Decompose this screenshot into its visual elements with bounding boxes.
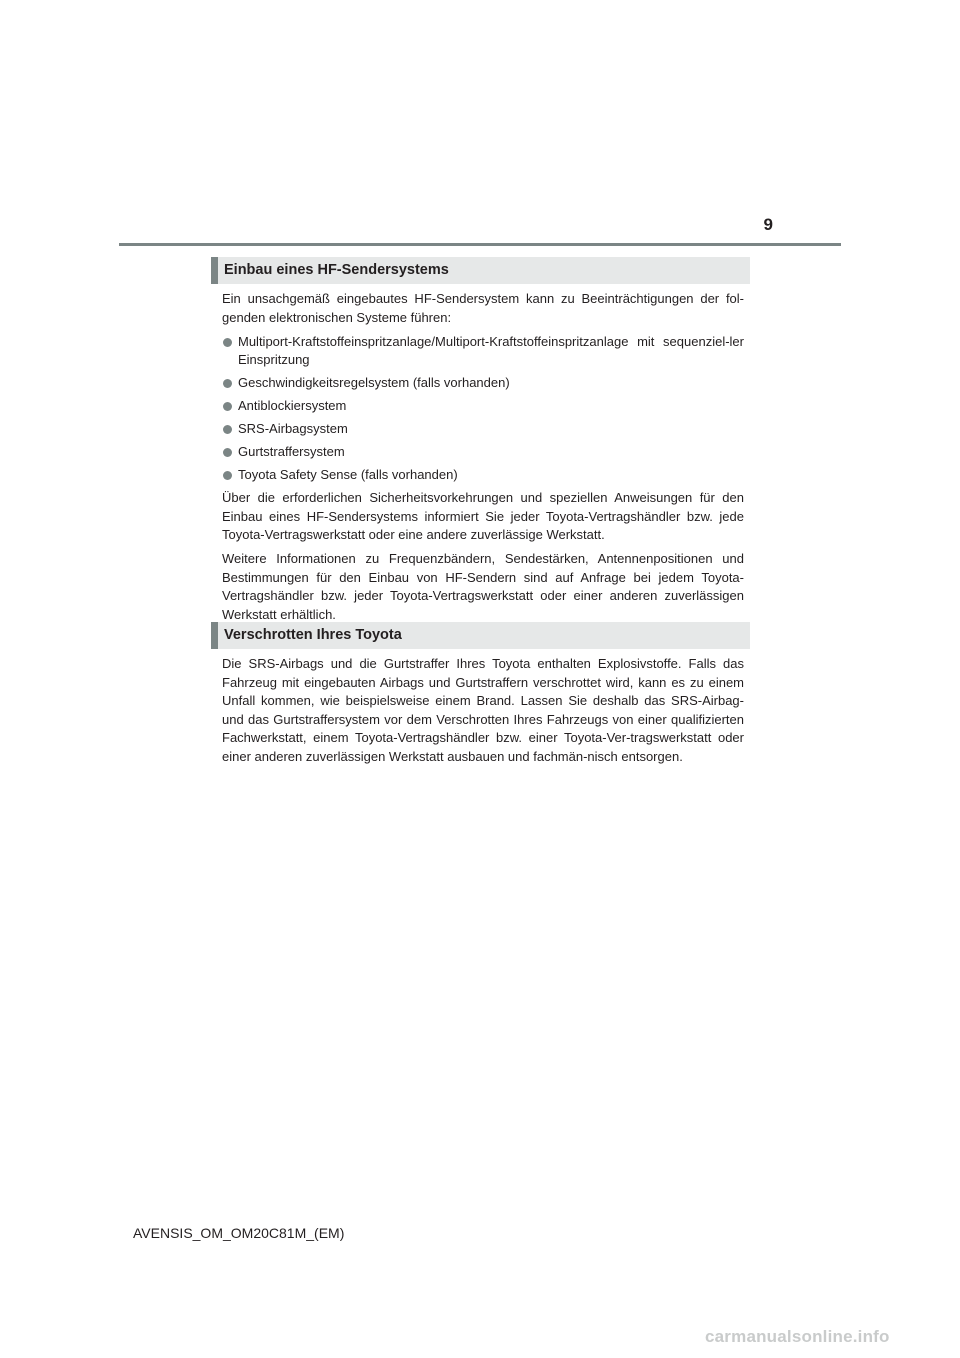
document-code: AVENSIS_OM_OM20C81M_(EM)	[133, 1225, 345, 1241]
section-heading-scrapping	[211, 622, 750, 649]
bullet-icon	[223, 448, 232, 457]
section-title: Einbau eines HF-Sendersystems	[224, 262, 449, 278]
bullet-icon	[223, 425, 232, 434]
body-paragraph: Über die erforderlichen Sicherheitsvorkehrungen und speziellen Anweisungen für den Einbau eines HF-Sendersystems informiert Sie jeder Toyota-Vertragshändler bzw. jede Toyota-Vertragswerkstatt oder eine andere zuverlässige Werkstatt.	[222, 490, 744, 542]
list-item-text: SRS-Airbagsystem	[238, 421, 348, 436]
list-item-text: Toyota Safety Sense (falls vorhanden)	[238, 467, 458, 482]
list-item-text: Multiport-Kraftstoffeinspritzanlage/Multiport-Kraftstoffeinspritzanlage mit sequenziel-ler Einspritzung	[238, 333, 744, 367]
watermark: carmanualsonline.info	[705, 1327, 890, 1346]
section-body-scrapping	[222, 655, 744, 772]
list-item-text: Geschwindigkeitsregelsystem (falls vorhanden)	[238, 375, 510, 390]
section-body-hf-transmitter	[222, 290, 744, 630]
list-item	[222, 397, 744, 416]
list-item	[222, 466, 744, 485]
list-item	[222, 374, 744, 393]
bullet-icon	[223, 471, 232, 480]
header-rule	[119, 243, 841, 246]
list-item	[222, 420, 744, 439]
list-item	[222, 443, 744, 462]
bullet-icon	[223, 379, 232, 388]
list-item-text: Antiblockiersystem	[238, 398, 347, 413]
heading-accent-bar	[211, 622, 218, 649]
body-paragraph: Die SRS-Airbags und die Gurtstraffer Ihres Toyota enthalten Explosivstoffe. Falls das Fahrzeug mit eingebauten Airbags und Gurtstraffern verschrottet wird, kann es zu einem Unfall kommen, wie beispielsweise einem Brand. Lassen Sie deshalb das SRS-Airbag- und das Gurtstraffersystem vor dem Verschrotten Ihres Fahrzeugs von einer qualifizierten Fachwerkstatt, einem Toyota-Vertragshändler bzw. einer Toyota-Ver-tragswerkstatt oder einer anderen zuverlässigen Werkstatt ausbauen und fachmän-nisch entsorgen.	[222, 656, 744, 764]
section-title: Verschrotten Ihres Toyota	[224, 627, 402, 643]
bullet-icon	[223, 402, 232, 411]
section-heading-hf-transmitter	[211, 257, 750, 284]
bullet-icon	[223, 338, 232, 347]
page-number: 9	[763, 215, 773, 234]
list-item-text: Gurtstraffersystem	[238, 444, 345, 459]
intro-paragraph: Ein unsachgemäß eingebautes HF-Sendersystem kann zu Beeinträchtigungen der fol-genden elektronischen Systeme führen:	[222, 291, 744, 325]
heading-accent-bar	[211, 257, 218, 284]
list-item	[222, 333, 744, 370]
body-paragraph: Weitere Informationen zu Frequenzbändern, Sendestärken, Antennenpositionen und Bestimmungen für den Einbau von HF-Sendern sind auf Anfrage bei jedem Toyota-Vertragshändler bzw. jeder Toyota-Vertragswerkstatt oder einer anderen zuverlässigen Werkstatt erhältlich.	[222, 551, 744, 622]
